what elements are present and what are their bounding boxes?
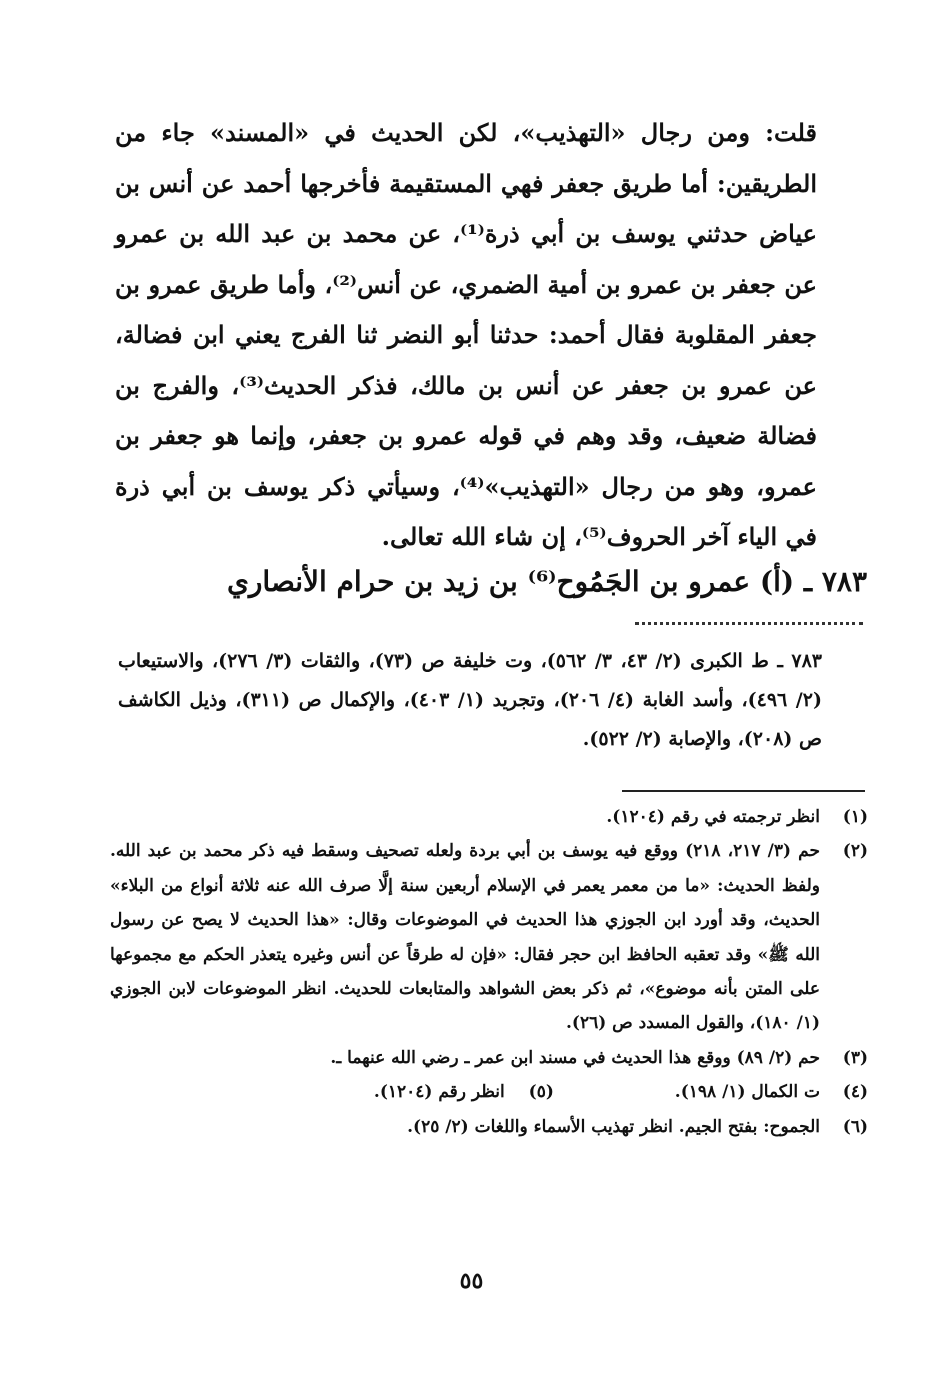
main-paragraph: قلت: ومن رجال «التهذيب»، لكن الحديث في «المسند» جاء من الطريقين: أما طريق جعفر فهي المستقيمة فأخرجها أحمد عن أنس بن عياض حدثني يوسف بن أبي ذرة⁽¹⁾، عن محمد بن عبد الله بن عمرو عن جعفر بن عمرو بن أمية الضمري، عن أنس⁽²⁾، وأما طريق عمرو بن جعفر المقلوبة فقال أحمد: حدثنا أبو النضر ثنا الفرج يعني ابن فضالة، عن عمرو بن جعفر عن أنس بن مالك، فذكر الحديث⁽³⁾، والفرج بن فضالة ضعيف، وقد وهم في قوله عمرو بن جعفر، وإنما هو جعفر بن عمرو، وهو من رجال «التهذيب»⁽⁴⁾، وسيأتي ذكر يوسف بن أبي ذرة في الياء آخر الحروف⁽⁵⁾، إن شاء الله تعالى.	[115, 118, 818, 551]
footnote-text: ت الكمال (١/ ١٩٨).	[674, 1082, 820, 1103]
footnote-5	[374, 1075, 554, 1109]
footnote-text: حم (٣/ ٢١٧، ٢١٨) ووقع فيه يوسف بن أبي بردة ولعله تصحيف وسقط فيه ذكر محمد بن عبد الله. ولفظ الحديث: «ما من معمر يعمر في الإسلام أربعين سنة إلَّا صرف الله عنه ثلاثة أنواع من البلاء» الحديث، وقد أورد ابن الجوزي هذا الحديث في الموضوعات وقال: «هذا الحديث لا يصح عن رسول الله ﷺ» وقد تعقبه الحافظ ابن حجر فقال: «فإن له طرقاً عن أنس وغيره يتعذر الحكم مع مجموعها على المتن بأنه موضوع»، ثم ذكر بعض الشواهد والمتابعات للحديث. انظر الموضوعات لابن الجوزي (١/ ١٨٠)، والقول المسدد ص (٢٦).	[110, 841, 820, 1034]
footnote-number: (٤)	[842, 1082, 868, 1103]
footnote-number: (١)	[842, 807, 868, 827]
footnotes	[110, 800, 868, 1144]
sources-block	[118, 642, 866, 759]
entry-heading: ٧٨٣ ـ (أ) عمرو بن الجَمُوح⁽⁶⁾ بن زيد بن حرام الأنصاري	[226, 565, 867, 598]
footnote-number: (٦)	[842, 1116, 868, 1137]
page-number: ٥٥	[459, 1268, 484, 1294]
footnote-number: (٣)	[842, 1047, 868, 1068]
footnote-text: انظر ترجمته في رقم (١٢٠٤).	[606, 807, 820, 827]
footnote-number: (٢)	[842, 841, 868, 862]
footnote-4-5	[110, 1075, 868, 1109]
footnote-number: (٥)	[528, 1082, 554, 1103]
main-text	[115, 108, 865, 563]
footnote-text: الجموح: بفتح الجيم. انظر تهذيب الأسماء واللغات (٢/ ٢٥).	[407, 1116, 820, 1137]
footnote-text: حم (٢/ ٨٩) ووقع هذا الحديث في مسند ابن عمر ـ رضي الله عنهما ـ.	[330, 1047, 820, 1068]
dotted-separator	[635, 622, 863, 625]
sources-text: ٧٨٣ ـ ط الكبرى (٢/ ٤٣، ٣/ ٥٦٢)، وت خليفة ص (٧٣)، والثقات (٣/ ٢٧٦)، والاستيعاب (٢/ ٤٩٦)، وأسد الغابة (٤/ ٢٠٦)، وتجريد (١/ ٤٠٣)، والإكمال ص (٣١١)، وذيل الكاشف ص (٢٠٨)، والإصابة (٢/ ٥٢٢).	[118, 650, 822, 750]
footnote-1	[110, 800, 868, 834]
footnote-3	[110, 1041, 868, 1075]
footnote-2	[110, 834, 868, 1040]
footnote-text: انظر رقم (١٢٠٤).	[373, 1082, 505, 1103]
footnote-6	[110, 1110, 868, 1144]
footnote-rule	[622, 790, 865, 792]
